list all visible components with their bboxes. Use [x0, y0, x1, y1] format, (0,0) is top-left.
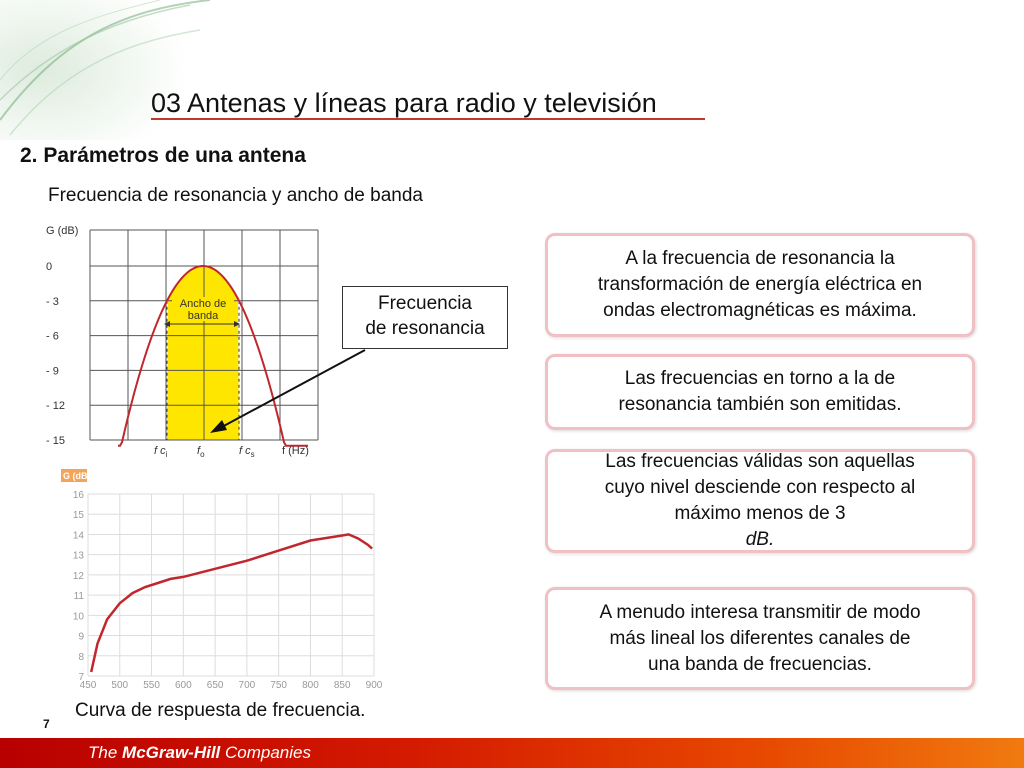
- chart2-ytick: 10: [72, 611, 84, 623]
- footer-bar: [0, 738, 1024, 768]
- callout-line1: Frecuencia: [378, 293, 472, 314]
- chart2-xtick: 850: [333, 680, 351, 691]
- info-box-2-line2: resonancia también son emitidas.: [618, 394, 902, 415]
- chart2-xtick: 800: [302, 680, 319, 691]
- chart1-ylabel: G (dB): [46, 225, 79, 237]
- chart2-ylabel: G (dB): [63, 471, 91, 481]
- chart1-ytick: - 9: [46, 365, 59, 378]
- info-box-1-line2: transformación de energía eléctrica en: [597, 274, 923, 295]
- xtick-fci: f $c_i$: [154, 445, 168, 459]
- chart2-ytick: 14: [72, 530, 84, 542]
- section-heading: 2. Parámetros de una antena: [20, 144, 306, 167]
- info-box-1-line1: A la frecuencia de resonancia la: [625, 248, 895, 269]
- chart2-xtick: 600: [174, 680, 192, 691]
- chart2-ytick: 16: [72, 490, 84, 501]
- chart2-ytick: 13: [72, 550, 84, 562]
- chart2-xtick: 900: [365, 680, 383, 691]
- chart2-ytick: 15: [72, 510, 84, 522]
- info-box-emitted-frequencies: [545, 354, 975, 430]
- info-box-linear-transmission: [545, 587, 975, 690]
- chart2-ytick: 8: [78, 651, 84, 663]
- publisher-logo: The McGraw-Hill Companies: [88, 743, 311, 762]
- page-number: 7: [43, 717, 50, 731]
- info-box-valid-frequencies: [545, 449, 975, 553]
- info-box-4-line2: más lineal los diferentes canales de: [609, 627, 911, 649]
- band-label-line2: banda: [187, 310, 219, 322]
- chart2-xtick: 700: [238, 680, 256, 691]
- info-box-max-transformation: [545, 233, 975, 337]
- info-box-3-line3: máximo menos de 3 dB.: [674, 503, 846, 550]
- band-label-line1: Ancho de: [179, 298, 227, 310]
- info-box-3-line1: Las frecuencias válidas son aquellas: [605, 451, 915, 472]
- info-box-4-line3: una banda de frecuencias.: [648, 653, 872, 675]
- chart2-ytick: 12: [72, 570, 84, 582]
- chart1-ytick: - 15: [46, 435, 65, 447]
- subsection-heading: Frecuencia de resonancia y ancho de banda: [48, 185, 423, 206]
- chart2-xtick: 550: [143, 680, 160, 691]
- chart1-ytick: 0: [46, 261, 53, 273]
- resonance-callout: [342, 286, 508, 349]
- xtick-fcs: f $c_s$: [239, 445, 255, 459]
- chart2-ytick: 11: [73, 591, 84, 603]
- chart-caption: Curva de respuesta de frecuencia.: [75, 700, 366, 721]
- chart2-grid: [88, 494, 374, 676]
- title-underline: [151, 118, 705, 120]
- chart2-xtick: 650: [206, 680, 224, 691]
- chart2-ytick: 7: [78, 672, 84, 683]
- info-box-3-line2: cuyo nivel desciende con respecto al: [604, 477, 916, 498]
- callout-arrow: [200, 340, 380, 440]
- chart1-ytick: - 3: [46, 295, 59, 308]
- info-box-4-line1: A menudo interesa transmitir de modo: [599, 601, 921, 623]
- chart2-ytick: 9: [78, 631, 84, 643]
- chart2-xtick: 500: [111, 680, 129, 691]
- chart1-ytick: - 6: [46, 330, 59, 343]
- page-title: 03 Antenas y líneas para radio y televisión: [151, 88, 657, 118]
- chart2-xtick: 750: [270, 680, 288, 691]
- chart1-ytick: - 12: [46, 400, 65, 413]
- chart2-xtick: 450: [79, 680, 97, 691]
- info-box-2-line1: Las frecuencias en torno a la de: [624, 368, 896, 389]
- chart1-xlabel: f (Hz): [282, 445, 309, 457]
- info-box-1-line3: ondas electromagnéticas es máxima.: [603, 300, 917, 321]
- xtick-fo: $f_o$: [197, 445, 205, 459]
- callout-line2: de resonancia: [365, 318, 485, 339]
- frequency-response-chart: [56, 466, 386, 694]
